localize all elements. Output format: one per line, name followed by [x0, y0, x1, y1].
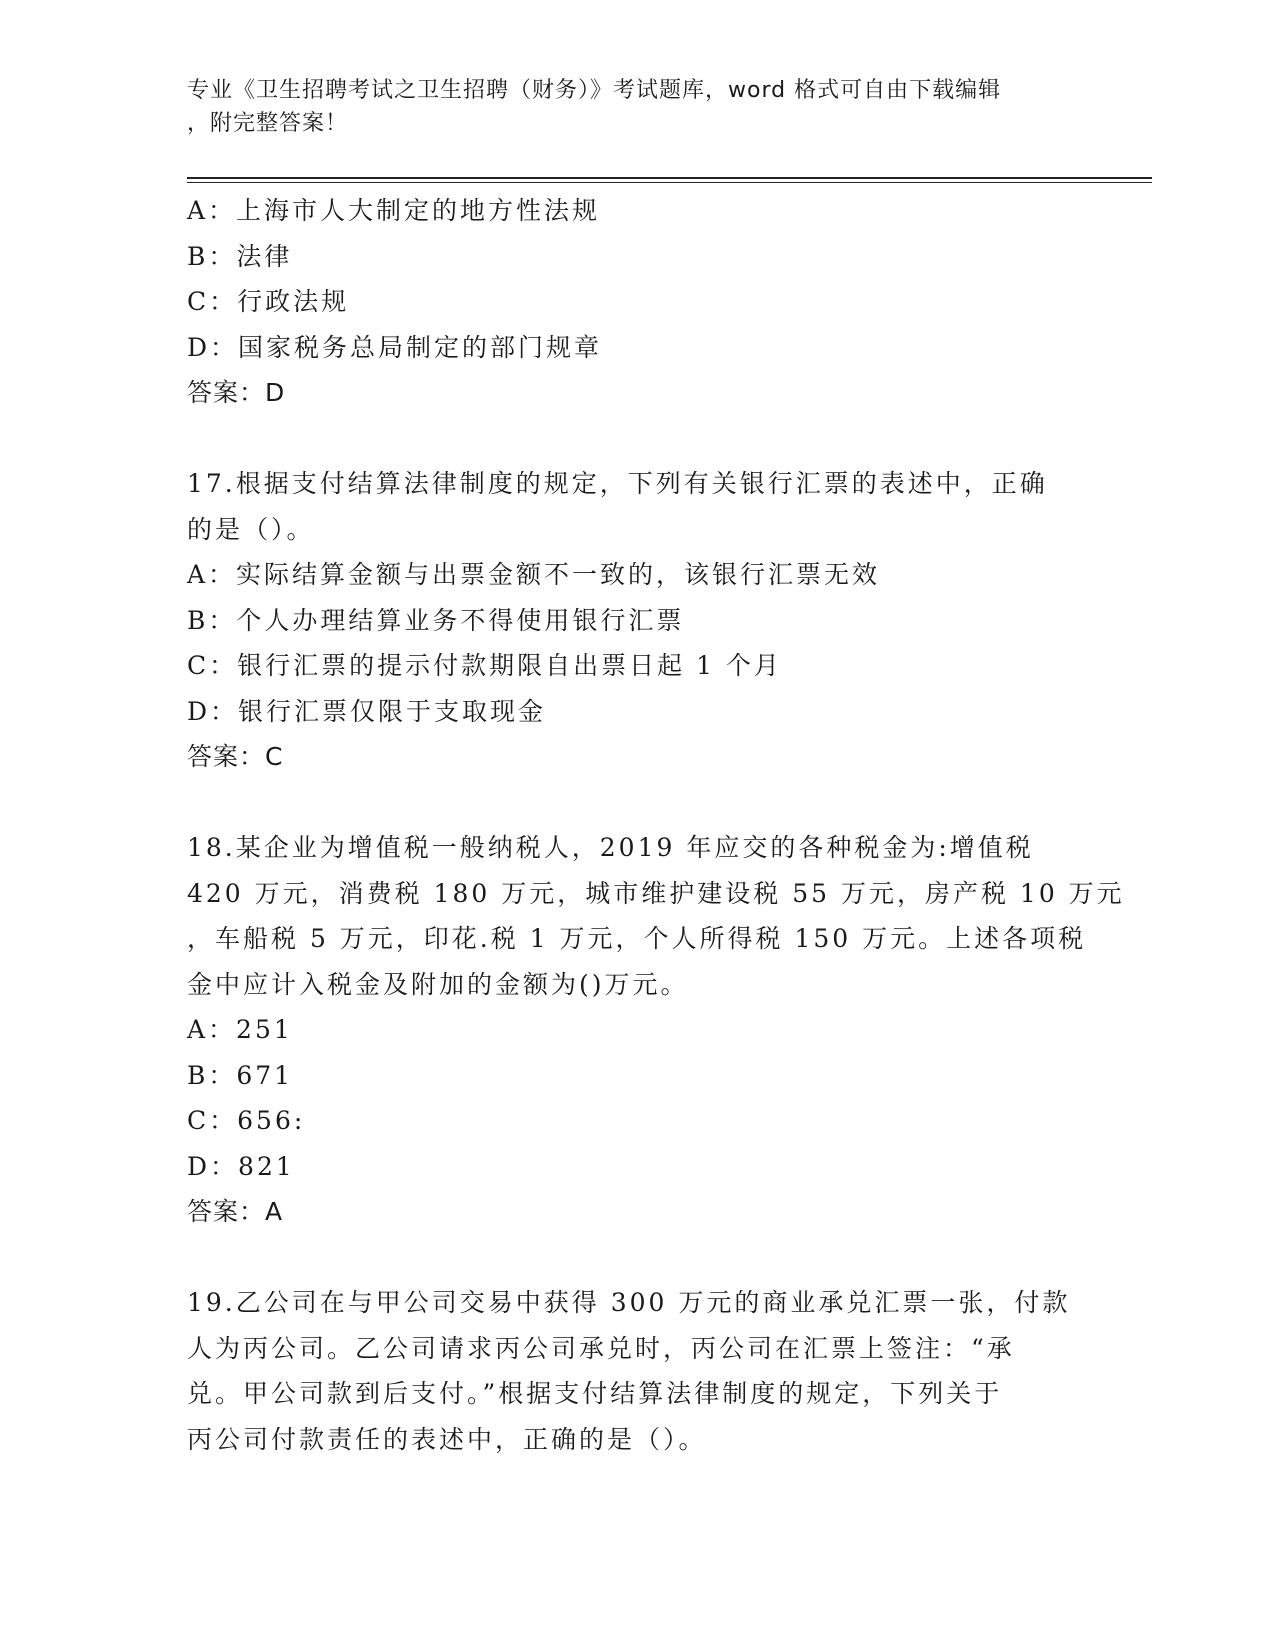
question-stem: 420 万元，消费税 180 万元，城市维护建设税 55 万元，房产税 10 万元	[187, 878, 1125, 908]
option-d: D：国家税务总局制定的部门规章	[187, 332, 603, 362]
option-b: B：法律	[187, 241, 293, 271]
question-stem: 人为丙公司。乙公司请求丙公司承兑时，丙公司在汇票上签注：“承	[187, 1333, 1015, 1363]
option-d: D：821	[187, 1151, 295, 1181]
option-a: A：251	[187, 1015, 293, 1044]
option-b: B：个人办理结算业务不得使用银行汇票	[187, 605, 685, 635]
question-16	[187, 188, 1087, 416]
question-19	[187, 1280, 1087, 1462]
question-18	[187, 825, 1125, 1235]
document-body	[187, 188, 1125, 1462]
question-stem: 18.某企业为增值税一般纳税人，2019 年应交的各种税金为:增值税	[187, 833, 1034, 862]
question-stem: 兑。甲公司款到后支付。”根据支付结算法律制度的规定，下列关于	[187, 1379, 1003, 1408]
header-line-2: ，附完整答案！	[187, 111, 349, 136]
question-stem: 丙公司付款责任的表述中，正确的是（）。	[187, 1424, 707, 1454]
option-a: A：上海市人大制定的地方性法规	[187, 196, 601, 225]
header-divider	[187, 177, 1152, 183]
header-line-1: 专业《卫生招聘考试之卫生招聘（财务）》考试题库，word 格式可自由下载编辑	[187, 78, 1002, 103]
question-stem: 17.根据支付结算法律制度的规定，下列有关银行汇票的表述中，正确	[187, 469, 1048, 498]
answer: 答案：C	[187, 742, 284, 771]
question-stem: 19.乙公司在与甲公司交易中获得 300 万元的商业承兑汇票一张，付款	[187, 1288, 1071, 1317]
answer: 答案：A	[187, 1197, 284, 1226]
question-stem: 的是（）。	[187, 514, 315, 544]
option-d: D：银行汇票仅限于支取现金	[187, 696, 547, 726]
spacer	[187, 780, 1087, 826]
option-b: B：671	[187, 1060, 294, 1090]
question-17	[187, 461, 1087, 780]
option-c: C：656:	[187, 1106, 306, 1135]
spacer	[187, 1235, 1087, 1281]
answer: 答案：D	[187, 378, 286, 407]
option-c: C：行政法规	[187, 287, 350, 316]
question-stem: ，车船税 5 万元，印花.税 1 万元，个人所得税 150 万元。上述各项税	[187, 924, 1087, 953]
question-stem: 金中应计入税金及附加的金额为()万元。	[187, 969, 689, 999]
page-header	[187, 74, 1067, 140]
option-a: A：实际结算金额与出票金额不一致的，该银行汇票无效	[187, 560, 881, 589]
spacer	[187, 416, 1087, 462]
option-c: C：银行汇票的提示付款期限自出票日起 1 个月	[187, 651, 782, 680]
